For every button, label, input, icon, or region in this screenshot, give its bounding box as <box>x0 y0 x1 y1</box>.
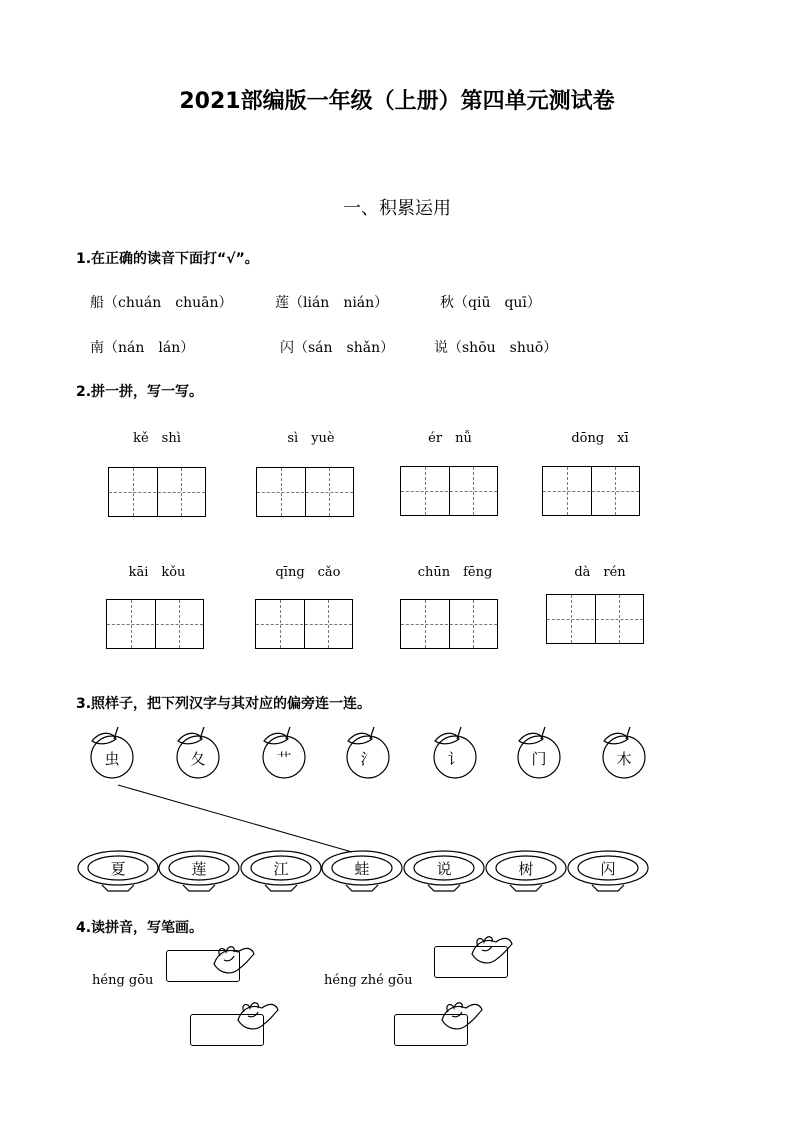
character-bowl[interactable]: 说 <box>436 860 452 878</box>
character-bowl[interactable]: 蛙 <box>354 860 370 878</box>
character-bowl[interactable]: 江 <box>273 860 289 878</box>
character-bowl[interactable]: 夏 <box>110 860 126 878</box>
q1-item[interactable]: 船（chuán chuān） <box>90 295 233 311</box>
stroke-answer-box[interactable] <box>434 946 508 978</box>
radical-apple[interactable]: 艹 <box>276 750 292 768</box>
character-bowl[interactable]: 闪 <box>600 860 616 878</box>
q1-item[interactable]: 莲（lián nián） <box>275 295 389 311</box>
character-bowl[interactable]: 莲 <box>191 860 207 878</box>
stroke-answer-box[interactable] <box>190 1014 264 1046</box>
radical-apple[interactable]: 虫 <box>104 750 120 768</box>
q1-item[interactable]: 说（shōu shuō） <box>434 340 558 356</box>
question-2-prompt: 2.拼一拼，写一写。 <box>76 384 204 400</box>
radical-apple[interactable]: 木 <box>616 750 632 768</box>
page-title: 2021部编版一年级（上册）第四单元测试卷 <box>179 89 615 114</box>
radical-apple[interactable]: 门 <box>531 750 547 768</box>
stroke-answer-box[interactable] <box>394 1014 468 1046</box>
stroke-answer-box[interactable] <box>166 950 240 982</box>
pinyin-label: qīng cǎo <box>275 565 341 580</box>
radical-apple[interactable]: 氵 <box>360 750 376 768</box>
pinyin-label: dà rén <box>574 565 626 580</box>
question-3-prompt: 3.照样子，把下列汉字与其对应的偏旁连一连。 <box>76 696 372 712</box>
radical-apple[interactable]: 讠 <box>447 750 463 768</box>
question-4-prompt: 4.读拼音，写笔画。 <box>76 920 204 936</box>
q1-item[interactable]: 南（nán lán） <box>90 340 195 356</box>
section-title: 一、积累运用 <box>343 198 451 219</box>
pinyin-label: ér nǚ <box>428 431 472 446</box>
pinyin-label: kāi kǒu <box>128 565 186 580</box>
stroke-pinyin-label: héng gōu <box>92 973 154 988</box>
q1-item[interactable]: 秋（qiū quī） <box>440 295 541 311</box>
radical-apple[interactable]: 夂 <box>190 750 206 768</box>
pinyin-label: chūn fēng <box>417 565 493 580</box>
pinyin-label: dōng xī <box>571 431 629 446</box>
stroke-pinyin-label: héng zhé gōu <box>324 973 413 988</box>
pinyin-label: sì yuè <box>287 431 335 446</box>
pinyin-label: kě shì <box>133 431 181 446</box>
question-1-prompt: 1.在正确的读音下面打“√”。 <box>76 251 259 267</box>
q1-item[interactable]: 闪（sán shǎn） <box>280 340 395 356</box>
character-bowl[interactable]: 树 <box>518 860 534 878</box>
